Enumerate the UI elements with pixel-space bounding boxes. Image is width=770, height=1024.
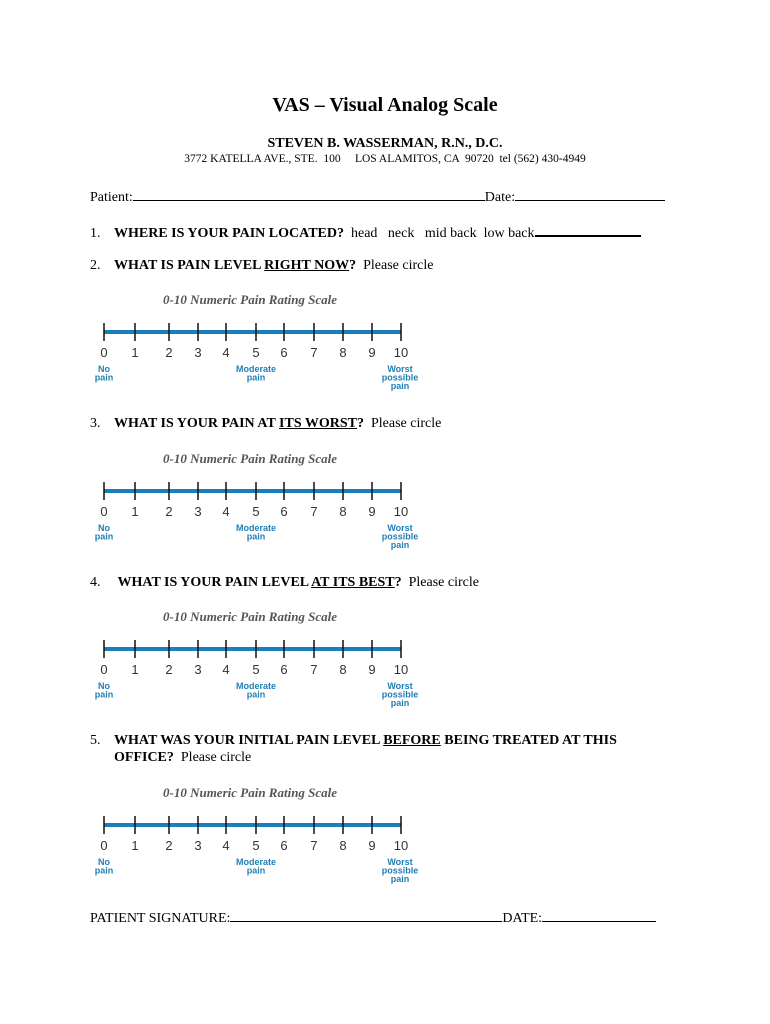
page-title: VAS – Visual Analog Scale [272,94,498,116]
question-4 [90,575,479,591]
mid-anchor-label: pain [246,865,266,876]
scale-title: 0-10 Numeric Pain Rating Scale [163,609,338,624]
scale-tick-label[interactable]: 9 [368,662,376,677]
scale-tick-label[interactable]: 6 [280,838,288,853]
question-text: WHAT IS YOUR PAIN AT [114,416,280,431]
scale-tick-label[interactable]: 3 [194,662,202,677]
question-text: WHAT WAS YOUR INITIAL PAIN LEVEL [114,733,384,748]
scale-tick-label[interactable]: 4 [222,662,230,677]
question-punct: ? [394,575,402,590]
scale-tick-label[interactable]: 9 [368,345,376,360]
high-anchor-label: possible [381,689,419,700]
scale-tick-label[interactable]: 8 [339,345,347,360]
date-field[interactable] [515,187,665,201]
scale-tick-label[interactable]: 6 [280,504,288,519]
scale-tick-label[interactable]: 9 [368,504,376,519]
scale-graphic [0,785,440,895]
scale-graphic [0,292,440,402]
scale-tick-label[interactable]: 7 [310,345,318,360]
scale-tick-label[interactable]: 3 [194,345,202,360]
scale-title: 0-10 Numeric Pain Rating Scale [163,451,338,466]
low-anchor-label: pain [94,865,114,876]
scale-tick-label[interactable]: 0 [100,662,108,677]
question-number: 1. [90,226,101,241]
question-emphasis: RIGHT NOW [264,258,350,273]
scale-tick-label[interactable]: 9 [368,838,376,853]
scale-tick-label[interactable]: 5 [252,504,260,519]
scale-tick-label[interactable]: 5 [252,662,260,677]
scale-tick-label[interactable]: 0 [100,504,108,519]
scale-title: 0-10 Numeric Pain Rating Scale [163,785,338,800]
question-text-cont: BEING TREATED AT THIS [440,733,617,748]
question-1 [90,222,641,242]
scale-tick-label[interactable]: 8 [339,838,347,853]
mid-anchor-label: Moderate [235,681,277,691]
scale-tick-label[interactable]: 7 [310,662,318,677]
low-anchor-label: pain [94,689,114,700]
instruction: Please circle [371,416,442,431]
scale-tick-label[interactable]: 2 [165,838,173,853]
question-number: 5. [90,733,101,748]
high-anchor-label: pain [390,381,410,391]
scale-tick-label[interactable]: 6 [280,662,288,677]
scale-tick-label[interactable]: 7 [310,504,318,519]
question-text: OFFICE? [114,750,174,765]
scale-tick-label[interactable]: 10 [393,838,409,853]
scale-tick-label[interactable]: 10 [393,504,409,519]
scale-tick-label[interactable]: 1 [131,838,139,853]
scale-tick-label[interactable]: 4 [222,504,230,519]
instruction: Please circle [180,750,252,765]
high-anchor-label: pain [390,698,410,708]
low-anchor-label: No [98,364,110,374]
scale-tick-label[interactable]: 7 [310,838,318,853]
question-2 [90,258,433,274]
location-options[interactable]: head neck mid back low back [351,226,535,241]
scale-tick-label[interactable]: 8 [339,504,347,519]
date-label: Date: [484,190,516,205]
high-anchor-label: possible [381,531,419,542]
low-anchor-label: No [98,523,110,533]
mid-anchor-label: pain [246,531,266,542]
mid-anchor-label: Moderate [235,364,277,374]
signature-label: PATIENT SIGNATURE: [90,911,231,926]
question-emphasis: AT ITS BEST [311,575,395,590]
signature-date-field[interactable] [542,908,656,922]
mid-anchor-label: Moderate [235,857,277,867]
scale-tick-label[interactable]: 3 [194,504,202,519]
provider-name: STEVEN B. WASSERMAN, R.N., D.C. [267,136,503,151]
low-anchor-label: pain [94,372,114,383]
question-5 [90,733,617,749]
mid-anchor-label: pain [246,372,266,383]
question-punct: ? [357,416,364,431]
scale-tick-label[interactable]: 1 [131,662,139,677]
high-anchor-label: possible [381,372,419,383]
high-anchor-label: Worst [387,681,413,691]
scale-tick-label[interactable]: 1 [131,345,139,360]
scale-title: 0-10 Numeric Pain Rating Scale [163,292,338,307]
question-text: WHERE IS YOUR PAIN LOCATED? [114,226,344,241]
scale-tick-label[interactable]: 4 [222,345,230,360]
scale-tick-label[interactable]: 8 [339,662,347,677]
provider-address: 3772 KATELLA AVE., STE. 100 LOS ALAMITOS, CA 90720 tel (562) 430-4949 [184,153,586,165]
high-anchor-label: Worst [387,364,413,374]
signature-field[interactable] [230,908,502,922]
other-location-field[interactable] [535,222,641,237]
patient-row [90,187,665,206]
low-anchor-label: pain [94,531,114,542]
low-anchor-label: No [98,681,110,691]
scale-tick-label[interactable]: 0 [100,345,108,360]
scale-tick-label[interactable]: 10 [393,662,409,677]
patient-name-field[interactable] [133,187,485,201]
question-text: WHAT IS PAIN LEVEL [114,258,265,273]
high-anchor-label: pain [390,874,410,884]
question-text: WHAT IS YOUR PAIN LEVEL [117,575,312,590]
scale-tick-label[interactable]: 4 [222,838,230,853]
instruction: Please circle [363,258,434,273]
low-anchor-label: No [98,857,110,867]
scale-tick-label[interactable]: 2 [165,345,173,360]
question-number: 3. [90,416,101,431]
question-3 [90,416,441,432]
question-punct: ? [349,258,357,273]
signature-row [90,908,656,927]
scale-graphic [0,609,440,719]
scale-tick-label[interactable]: 3 [194,838,202,853]
high-anchor-label: possible [381,865,419,876]
question-number: 2. [90,258,101,273]
signature-date-label: DATE: [502,911,543,926]
scale-tick-label[interactable]: 5 [252,345,260,360]
scale-tick-label[interactable]: 2 [165,504,173,519]
high-anchor-label: Worst [387,523,413,533]
mid-anchor-label: Moderate [235,523,277,533]
instruction: Please circle [408,575,479,590]
question-number: 4. [90,575,101,590]
scale-tick-label[interactable]: 6 [280,345,288,360]
scale-tick-label[interactable]: 1 [131,504,139,519]
scale-tick-label[interactable]: 0 [100,838,108,853]
scale-tick-label[interactable]: 2 [165,662,173,677]
patient-label: Patient: [90,190,133,205]
question-emphasis: ITS WORST [279,416,357,431]
mid-anchor-label: pain [246,689,266,700]
high-anchor-label: pain [390,540,410,550]
high-anchor-label: Worst [387,857,413,867]
scale-tick-label[interactable]: 10 [393,345,409,360]
question-emphasis: BEFORE [383,733,441,748]
scale-tick-label[interactable]: 5 [252,838,260,853]
scale-graphic [0,451,440,561]
question-5-line2 [114,750,251,766]
